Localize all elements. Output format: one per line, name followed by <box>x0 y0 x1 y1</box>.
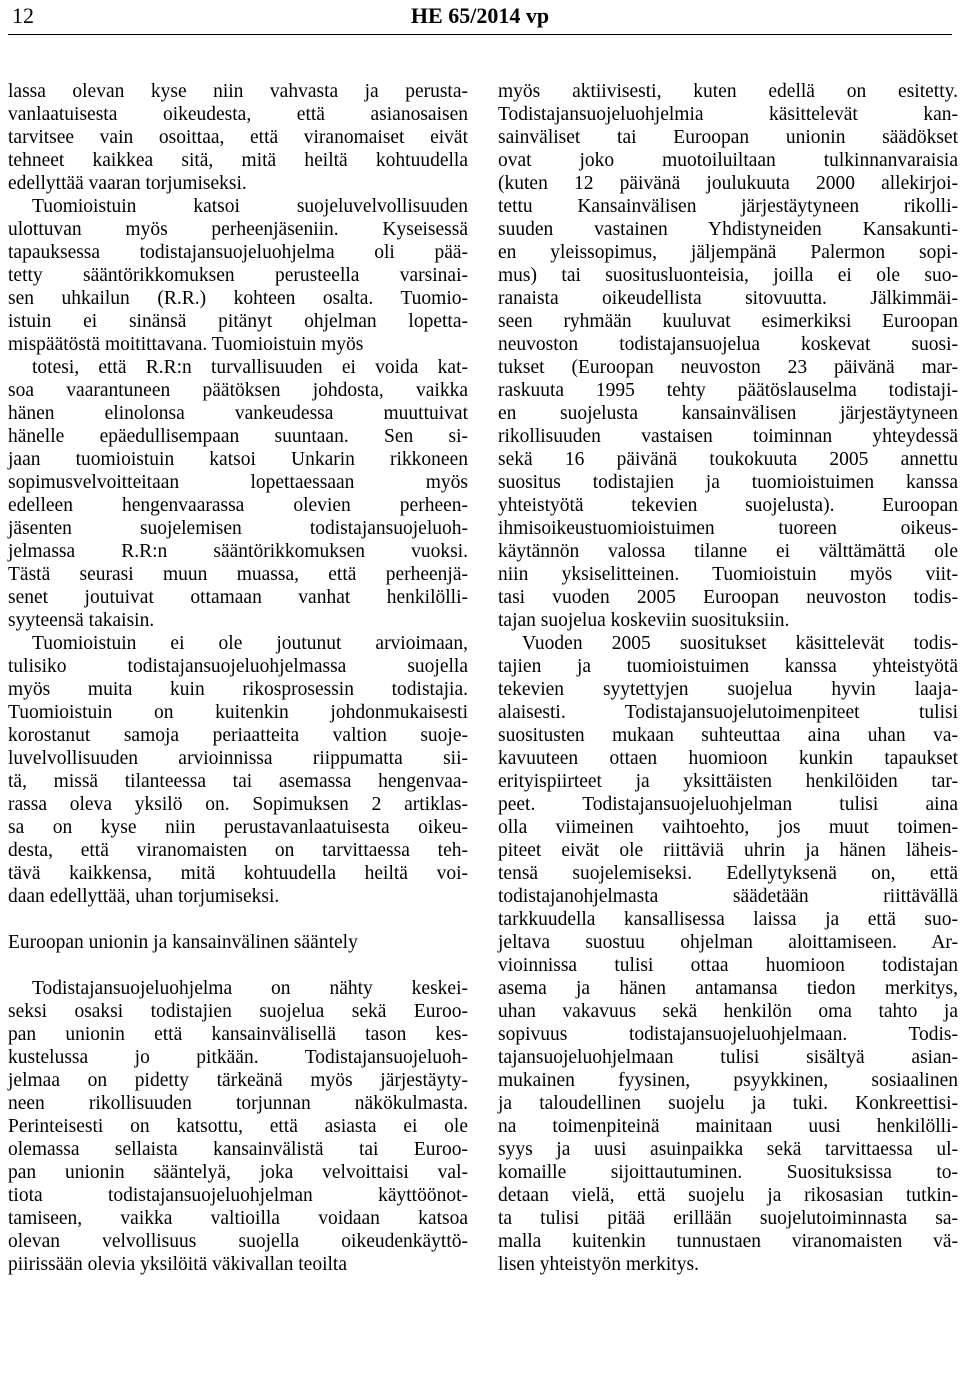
text-line: tehneet kaikkea sitä, mitä heiltä kohtuudella <box>8 150 468 171</box>
document-id: HE 65/2014 vp <box>410 3 550 28</box>
text-line: jaan tuomioistuin katsoi Unkarin rikkoneen <box>8 449 468 470</box>
text-line: kustelussa jo pitkään. Todistajansuojeluoh- <box>8 1047 468 1068</box>
text-line: hänen elinolonsa vankeudessa muuttuivat <box>8 403 468 424</box>
text-line: myös muita kuin rikosprosessin todistajia. <box>8 679 468 700</box>
text-line: seksi osaksi todistajien suojelua sekä Euroo- <box>8 1001 468 1022</box>
text-line: na toimenpiteinä mainitaan uusi henkilölli- <box>498 1116 958 1137</box>
text-line: neuvoston todistajansuojelua koskevat suosi- <box>498 334 958 355</box>
text-line: detaan vielä, että suojelu ja rikosasian tutkin- <box>498 1185 958 1206</box>
text-line: hänelle epäedullisempaan suuntaan. Sen si- <box>8 426 468 447</box>
text-line: myös aktiivisesti, kuten edellä on esitetty. <box>498 81 958 102</box>
text-line: syys ja uusi asuinpaikka sekä tarvittaessa ul- <box>498 1139 958 1160</box>
text-line: jeltava suostuu ohjelman aloittamiseen. Ar- <box>498 932 958 953</box>
text-line: rassa oleva yksilö on. Sopimuksen 2 artiklas- <box>8 794 468 815</box>
paragraph <box>8 977 468 1276</box>
text-line: Tuomioistuin ei ole joutunut arvioimaan, <box>32 633 468 654</box>
text-line: mus) tai suositusluonteisia, joilla ei ole suo- <box>498 265 958 286</box>
paragraph <box>8 80 468 632</box>
spacer <box>8 954 468 977</box>
text-line: tamiseen, vaikka valtioilla voidaan katsoa <box>8 1208 468 1229</box>
text-line: käytännön valossa tilanne ei välttämättä ole <box>498 541 958 562</box>
text-line: ta tulisi pitää erillään suojelutoiminnasta sa- <box>498 1208 958 1229</box>
text-line: peet. Todistajansuojeluohjelman tulisi aina <box>498 794 958 815</box>
text-line: en yleissopimus, jäljempänä Palermon sopi- <box>498 242 958 263</box>
text-line: ihmisoikeustuomioistuimen tuoreen oikeus- <box>498 518 958 539</box>
text-line: tiota todistajansuojeluohjelman käyttöönot- <box>8 1185 468 1206</box>
text-line: tä, missä tilanteessa tai asemassa hengenvaa- <box>8 771 468 792</box>
text-line: sa on kyse niin perustavanlaatuisesta oikeu- <box>8 817 468 838</box>
text-line: rikollisuuden vastaisen toiminnan yhteydessä <box>498 426 958 447</box>
text-line: jelmaa on pidetty tärkeänä myös järjestäyty- <box>8 1070 468 1091</box>
text-line: suuden vastainen Yhdistyneiden Kansakunti- <box>498 219 958 240</box>
text-line: edelleen hengenvaarassa olevien perheen- <box>8 495 468 516</box>
text-line: sopimusvelvoitteitaan lopettaessaan myös <box>8 472 468 493</box>
text-line: neen rikollisuuden torjunnan näkökulmasta. <box>8 1093 468 1114</box>
text-line: luvelvollisuuden arvioinnissa riippumatta sii- <box>8 748 468 769</box>
spacer <box>8 908 468 931</box>
paragraph <box>498 80 958 632</box>
text-line: olemassa sellaista kansainvälistä tai Euroo- <box>8 1139 468 1160</box>
text-line: Todistajansuojeluohjelma on nähty keskei- <box>32 978 468 999</box>
text-line: malla kuitenkin tunnustaen viranomaisten vä- <box>498 1231 958 1252</box>
text-line: niin yksiselitteinen. Tuomioistuin myös viit- <box>498 564 958 585</box>
text-line: vanlaatuisesta oikeudesta, että asianosaisen <box>8 104 468 125</box>
text-line: ja taloudellinen suojelu ja tuki. Konkreettisi- <box>498 1093 958 1114</box>
text-line: todistajanohjelmasta säädetään riittävällä <box>498 886 958 907</box>
text-line: sekä 16 päivänä toukokuuta 2005 annettu <box>498 449 958 470</box>
text-line: raskuuta 1995 tehty päätöslauselma todistaji- <box>498 380 958 401</box>
text-line: alaisesti. Todistajansuojelutoimenpiteet tulisi <box>498 702 958 723</box>
section-heading: Euroopan unionin ja kansainvälinen sääntely <box>8 932 358 953</box>
text-line: olla viimeinen vaihtoehto, jos muut toimen- <box>498 817 958 838</box>
text-line: kavuuteen ottaen huomioon kunkin tapaukset <box>498 748 958 769</box>
left-column <box>8 80 468 1276</box>
text-line: korostanut samoja periaatteita valtion suoje- <box>8 725 468 746</box>
text-line: lassa olevan kyse niin vahvasta ja perusta- <box>8 81 468 102</box>
text-line: piteet eivät ole riittäviä uhrin ja hänen läheis- <box>498 840 958 861</box>
text-line: Tuomioistuin on kuitenkin johdonmukaisesti <box>8 702 468 723</box>
text-line: vioinnissa tulisi ottaa huomioon todistajan <box>498 955 958 976</box>
text-line: en suojelusta kansainvälisen järjestäytyneen <box>498 403 958 424</box>
text-line: tekevien syytettyjen suojelua hyvin laaja- <box>498 679 958 700</box>
text-line: komaille sijoittautuminen. Suosituksissa to- <box>498 1162 958 1183</box>
text-line: desta, että viranomaisten on tarvittaessa teh- <box>8 840 468 861</box>
text-line: Tuomioistuin katsoi suojeluvelvollisuuden <box>32 196 468 217</box>
text-line: tulisiko todistajansuojeluohjelmassa suojella <box>8 656 468 677</box>
text-line: suositusten mukaan suhteuttaa aina uhan va- <box>498 725 958 746</box>
text-line: tajansuojeluohjelmaan tulisi sisältyä asian- <box>498 1047 958 1068</box>
text-line: jelmassa R.R:n sääntörikkomuksen vuoksi. <box>8 541 468 562</box>
text-line: senet joutuivat ottamaan vanhat henkilölli- <box>8 587 468 608</box>
text-line: asema ja hänen antamansa tiedon merkitys, <box>498 978 958 999</box>
text-line: tarkkuudella kansallisessa laissa ja että suo- <box>498 909 958 930</box>
page-header <box>8 0 952 35</box>
text-line: ulottuvan myös perheenjäseniin. Kyseisessä <box>8 219 468 240</box>
text-line: sainväliset tai Euroopan unionin säädökset <box>498 127 958 148</box>
text-line: syyteensä takaisin. <box>8 610 155 631</box>
text-line: ranaista oikeudellista sitovuutta. Jälkimmäi- <box>498 288 958 309</box>
text-line: soa vaarantuneen päätöksen johdosta, vaikka <box>8 380 468 401</box>
text-line: tettu Kansainvälisen järjestäytyneen rikolli- <box>498 196 958 217</box>
text-line: seen ryhmään kuuluvat esimerkiksi Euroopan <box>498 311 958 332</box>
text-line: mispäätöstä moitittavana. Tuomioistuin myös <box>8 334 364 355</box>
text-line: tarvitsee vain osoittaa, että viranomaiset eivät <box>8 127 468 148</box>
text-line: tukset (Euroopan neuvoston 23 päivänä mar- <box>498 357 958 378</box>
text-line: erityispiirteet ja yksittäisten henkilöiden tar- <box>498 771 958 792</box>
text-line: piirissään olevia yksilöitä väkivallan teoilta <box>8 1254 347 1275</box>
text-line: tetty sääntörikkomuksen perusteella varsinai- <box>8 265 468 286</box>
text-line: totesi, että R.R:n turvallisuuden ei voida kat- <box>32 357 468 378</box>
text-line: ovat joko muotoiluiltaan tulkinnanvaraisia <box>498 150 958 171</box>
paragraph <box>498 632 958 1276</box>
text-line: edellyttää vaaran torjumiseksi. <box>8 173 247 194</box>
text-line: sopivuus todistajansuojeluohjelmaan. Todis- <box>498 1024 958 1045</box>
text-line: lisen yhteistyön merkitys. <box>498 1254 699 1275</box>
page-number: 12 <box>12 3 34 28</box>
text-line: tasi vuoden 2005 Euroopan neuvoston todis- <box>498 587 958 608</box>
text-line: istuin ei sinänsä pitänyt ohjelman lopetta- <box>8 311 468 332</box>
text-line: sen uhkailun (R.R.) kohteen osalta. Tuomio- <box>8 288 468 309</box>
text-line: daan edellyttää, uhan torjumiseksi. <box>8 886 280 907</box>
text-line: Todistajansuojeluohjelmia käsittelevät kan- <box>498 104 958 125</box>
text-line: (kuten 12 päivänä joulukuuta 2000 allekirjoi- <box>498 173 958 194</box>
text-line: pan unionin sääntelyä, joka velvoittaisi val- <box>8 1162 468 1183</box>
text-line: Perinteisesti on katsottu, että asiasta ei ole <box>8 1116 468 1137</box>
text-line: tapauksessa todistajansuojeluohjelma oli pää- <box>8 242 468 263</box>
text-line: tajan suojelua koskeviin suosituksiin. <box>498 610 790 631</box>
text-line: mukainen fyysinen, psyykkinen, sosiaalinen <box>498 1070 958 1091</box>
text-line: tensä suojelemiseksi. Edellytyksenä on, että <box>498 863 958 884</box>
text-line: Tästä seurasi muun muassa, että perheenjä- <box>8 564 468 585</box>
text-line: jäsenten suojelemisen todistajansuojeluoh- <box>8 518 468 539</box>
paragraph <box>8 632 468 908</box>
right-column <box>498 80 958 1276</box>
text-line: tävä kaikkensa, mitä kohtuudella heiltä voi- <box>8 863 468 884</box>
text-line: pan unionin että kansainvälisellä tason kes- <box>8 1024 468 1045</box>
text-line: uhan vakavuus sekä henkilön oma tahto ja <box>498 1001 958 1022</box>
text-line: yhteistyötä tekevien suojelusta). Euroopan <box>498 495 958 516</box>
text-line: suositus todistajien ja tuomioistuimen kanssa <box>498 472 958 493</box>
text-line: Vuoden 2005 suositukset käsittelevät todis- <box>522 633 958 654</box>
text-line: tajien ja tuomioistuimen kanssa yhteistyötä <box>498 656 958 677</box>
text-line: olevan velvollisuus suojella oikeudenkäyttö- <box>8 1231 468 1252</box>
